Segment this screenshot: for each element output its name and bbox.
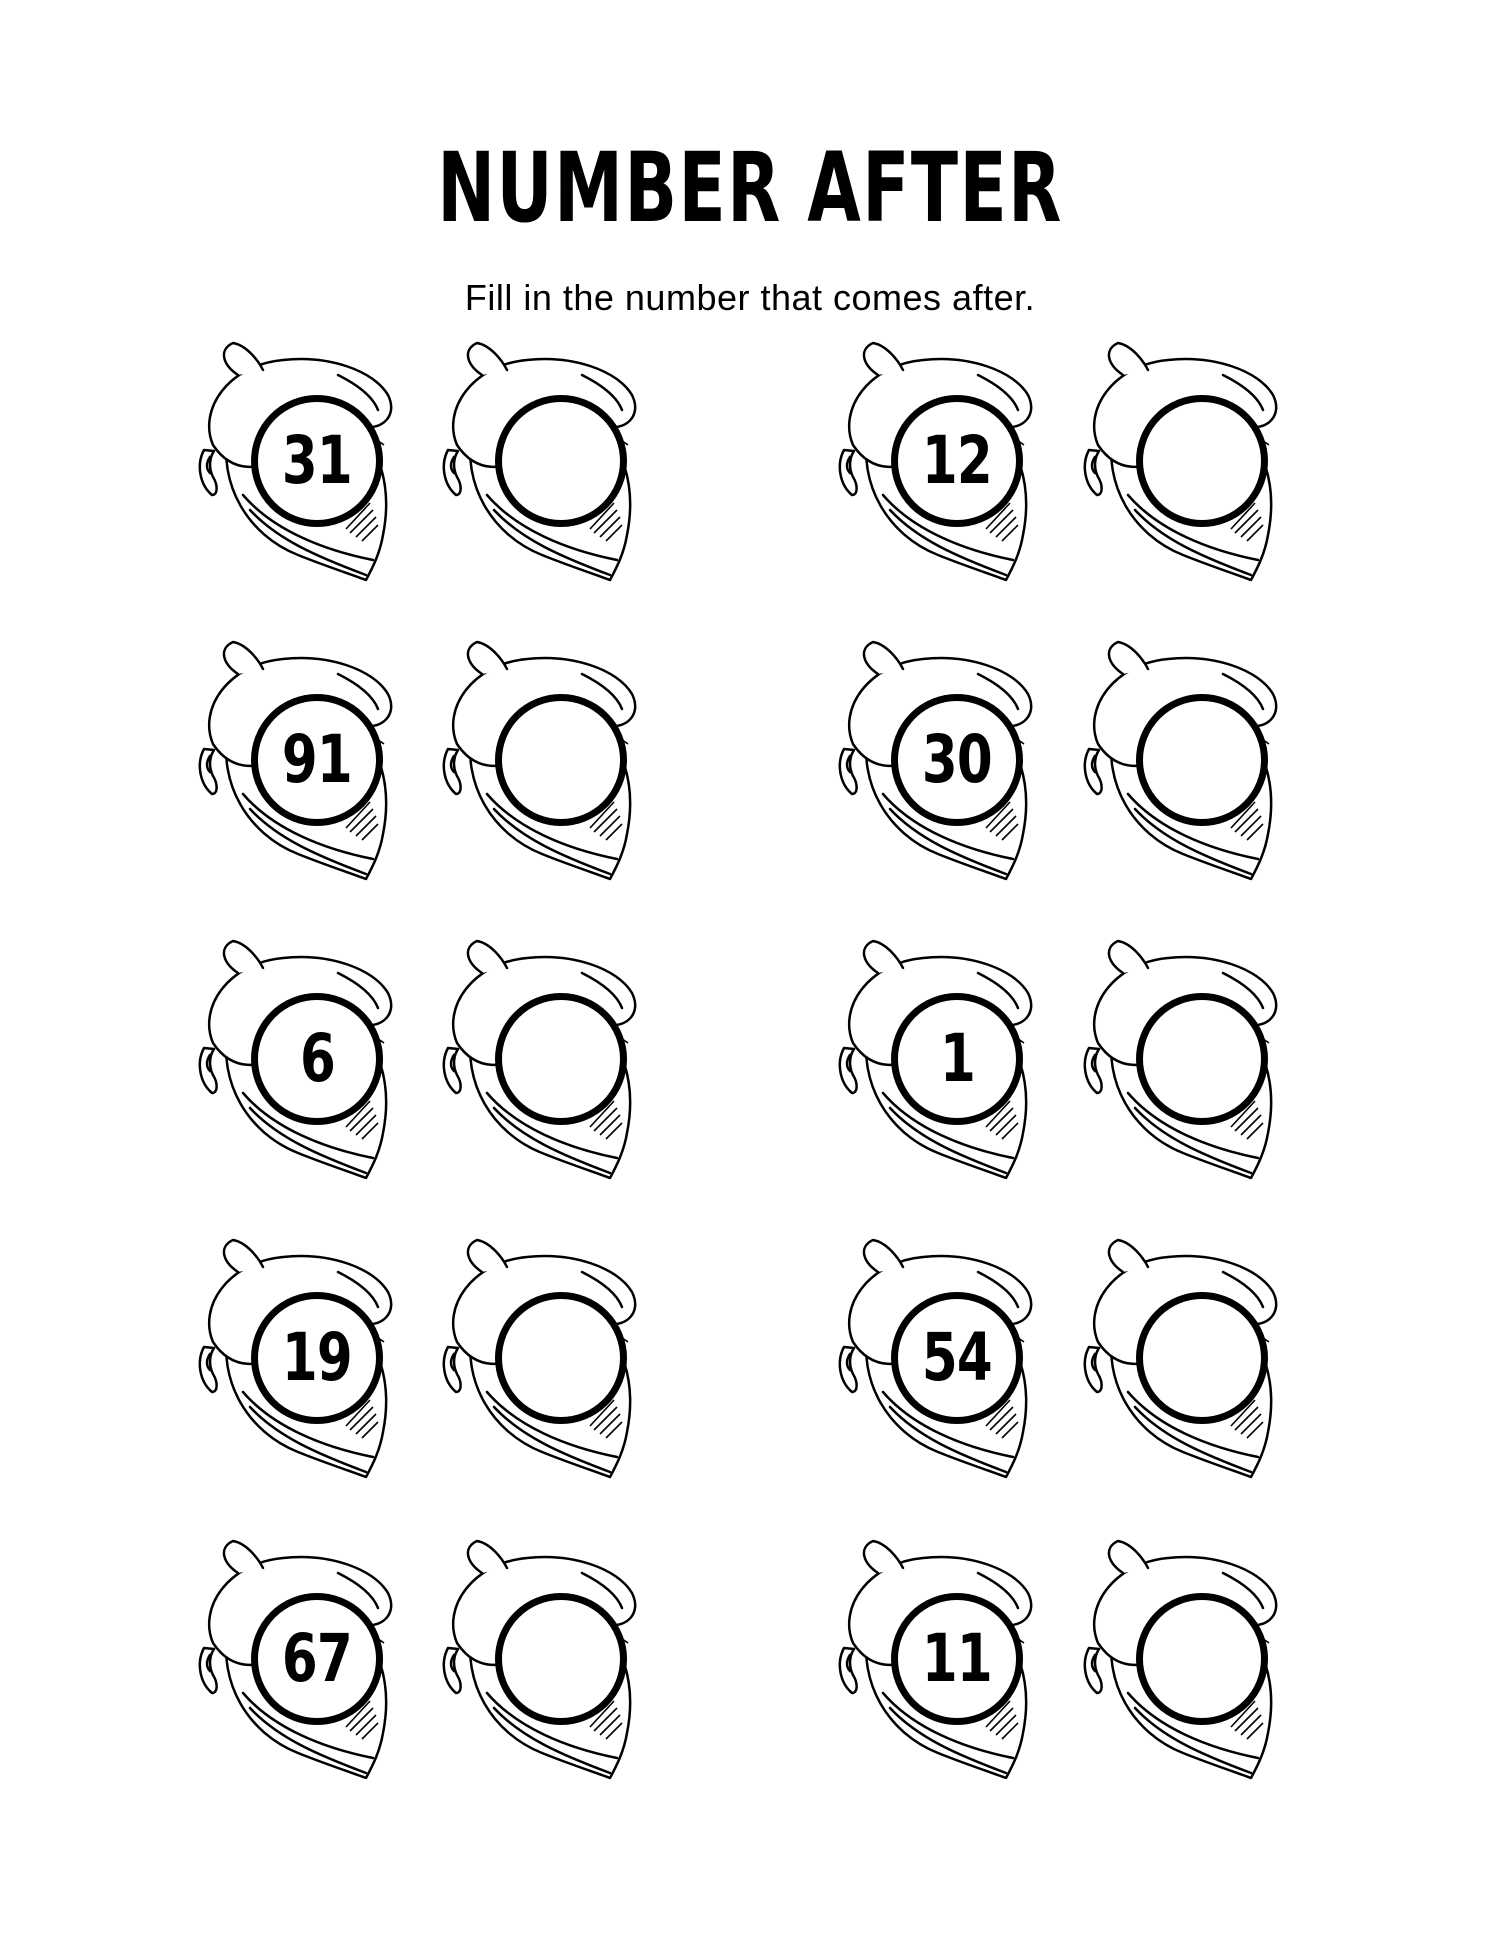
given-number: 19	[281, 1319, 353, 1396]
given-number-circle	[251, 694, 383, 826]
answer-circle[interactable]	[495, 1593, 627, 1725]
answer-circle[interactable]	[1136, 993, 1268, 1125]
worksheet-title: NUMBER AFTER	[437, 132, 1063, 244]
answer-circle[interactable]	[1136, 395, 1268, 527]
worksheet-instructions: Fill in the number that comes after.	[464, 277, 1036, 318]
given-number: 54	[921, 1319, 993, 1396]
given-number-circle	[891, 694, 1023, 826]
answer-acorn	[1073, 335, 1313, 585]
given-number-circle	[251, 1292, 383, 1424]
answer-acorn	[1073, 634, 1313, 884]
answer-acorn	[1073, 1533, 1313, 1783]
given-number-circle	[251, 993, 383, 1125]
answer-circle[interactable]	[495, 1292, 627, 1424]
given-acorn	[828, 335, 1068, 585]
answer-circle[interactable]	[495, 993, 627, 1125]
answer-acorn	[1073, 933, 1313, 1183]
answer-acorn	[432, 335, 672, 585]
given-number: 91	[281, 721, 353, 798]
answer-circle[interactable]	[495, 694, 627, 826]
given-acorn	[828, 1533, 1068, 1783]
given-number-circle	[891, 1593, 1023, 1725]
given-acorn	[188, 634, 428, 884]
given-number-circle	[251, 1593, 383, 1725]
given-number: 12	[921, 422, 993, 499]
given-acorn	[188, 933, 428, 1183]
given-number: 67	[281, 1620, 353, 1697]
given-number: 6	[299, 1020, 335, 1097]
given-number-circle	[891, 993, 1023, 1125]
given-acorn	[188, 1232, 428, 1482]
answer-circle[interactable]	[1136, 1292, 1268, 1424]
given-number: 1	[939, 1020, 975, 1097]
given-acorn	[828, 1232, 1068, 1482]
given-number: 11	[921, 1620, 993, 1697]
given-acorn	[828, 933, 1068, 1183]
answer-acorn	[432, 933, 672, 1183]
answer-acorn	[432, 634, 672, 884]
given-number-circle	[251, 395, 383, 527]
answer-circle[interactable]	[495, 395, 627, 527]
given-acorn	[188, 335, 428, 585]
answer-acorn	[432, 1533, 672, 1783]
answer-acorn	[1073, 1232, 1313, 1482]
given-acorn	[828, 634, 1068, 884]
answer-circle[interactable]	[1136, 694, 1268, 826]
given-number-circle	[891, 1292, 1023, 1424]
answer-circle[interactable]	[1136, 1593, 1268, 1725]
given-acorn	[188, 1533, 428, 1783]
answer-acorn	[432, 1232, 672, 1482]
given-number-circle	[891, 395, 1023, 527]
given-number: 31	[281, 422, 353, 499]
given-number: 30	[921, 721, 993, 798]
